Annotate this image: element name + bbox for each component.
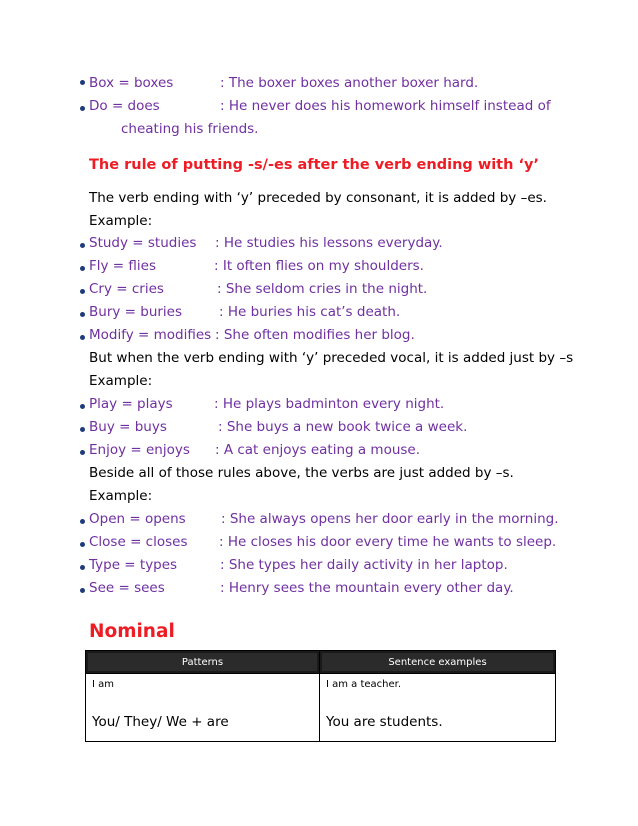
example-sentence-buy: : She buys a new book twice a week. [218, 419, 468, 435]
example-sentence-open: : She always opens her door early in the morning. [221, 511, 559, 527]
verb-pair-see: See = sees [89, 580, 165, 596]
bullet-icon [80, 588, 85, 593]
example-sentence-close: : He closes his door every time he wants to sleep. [219, 534, 557, 550]
example-sentence-study: : He studies his lessons everyday. [215, 235, 443, 251]
verb-pair-study: Study = studies [89, 235, 197, 251]
rule-heading: The rule of putting -s/-es after the verb ending with ‘y’ [89, 157, 539, 173]
bullet-icon [80, 80, 85, 85]
bullet-icon [80, 243, 85, 248]
rule-text: The verb ending with ‘y’ preceded by consonant, it is added by –es. [89, 190, 547, 206]
pattern-big-text: You/ They/ We + are [92, 714, 229, 730]
example-sentence-type: : She types her daily activity in her laptop. [220, 557, 508, 573]
verb-pair-box: Box = boxes [89, 75, 174, 91]
table-row [86, 674, 556, 742]
bullet-icon [80, 289, 85, 294]
example-cell [320, 674, 556, 742]
example-sentence-see: : Henry sees the mountain every other day. [220, 580, 514, 596]
example-sentence-play: : He plays badminton every night. [214, 396, 445, 412]
verb-pair-buy: Buy = buys [89, 419, 167, 435]
example-sentence-cry: : She seldom cries in the night. [217, 281, 428, 297]
bullet-icon [80, 106, 85, 111]
bullet-icon [80, 427, 85, 432]
verb-pair-do: Do = does [89, 98, 160, 114]
example-label: Example: [89, 488, 153, 504]
verb-pair-open: Open = opens [89, 511, 186, 527]
example-sentence-modify: : She often modifies her blog. [215, 327, 415, 343]
bullet-icon [80, 312, 85, 317]
example-sentence-bury: : He buries his cat’s death. [219, 304, 401, 320]
table-header-row [86, 651, 556, 674]
column-header-sentence-examples: Sentence examples [320, 651, 556, 674]
pattern-small-text: I am [92, 679, 114, 690]
example-label: Example: [89, 373, 153, 389]
verb-pair-cry: Cry = cries [89, 281, 164, 297]
example-sentence-fly: : It often flies on my shoulders. [214, 258, 424, 274]
pattern-cell [86, 674, 320, 742]
example-label: Example: [89, 213, 153, 229]
nominal-heading: Nominal [89, 621, 175, 642]
bullet-icon [80, 542, 85, 547]
example-sentence-enjoy: : A cat enjoys eating a mouse. [215, 442, 421, 458]
verb-pair-close: Close = closes [89, 534, 188, 550]
bullet-icon [80, 404, 85, 409]
verb-pair-fly: Fly = flies [89, 258, 156, 274]
column-header-patterns: Patterns [86, 651, 320, 674]
example-sentence-box: : The boxer boxes another boxer hard. [220, 75, 479, 91]
bullet-icon [80, 335, 85, 340]
verb-pair-enjoy: Enjoy = enjoys [89, 442, 190, 458]
vocal-rule-text: But when the verb ending with ‘y’ preceded vocal, it is added just by –s [89, 350, 574, 366]
verb-pair-type: Type = types [89, 557, 178, 573]
bullet-icon [80, 266, 85, 271]
example-big-text: You are students. [326, 714, 443, 730]
example-sentence-do: : He never does his homework himself instead of [220, 98, 551, 114]
bullet-icon [80, 565, 85, 570]
verb-pair-modify: Modify = modifies [89, 327, 212, 343]
nominal-table [85, 650, 556, 742]
verb-pair-play: Play = plays [89, 396, 173, 412]
verb-pair-bury: Bury = buries [89, 304, 183, 320]
bullet-icon [80, 450, 85, 455]
example-small-text: I am a teacher. [326, 679, 402, 690]
beside-rule-text: Beside all of those rules above, the verbs are just added by –s. [89, 465, 514, 481]
bullet-icon [80, 519, 85, 524]
example-sentence-do-continuation: cheating his friends. [121, 121, 259, 137]
